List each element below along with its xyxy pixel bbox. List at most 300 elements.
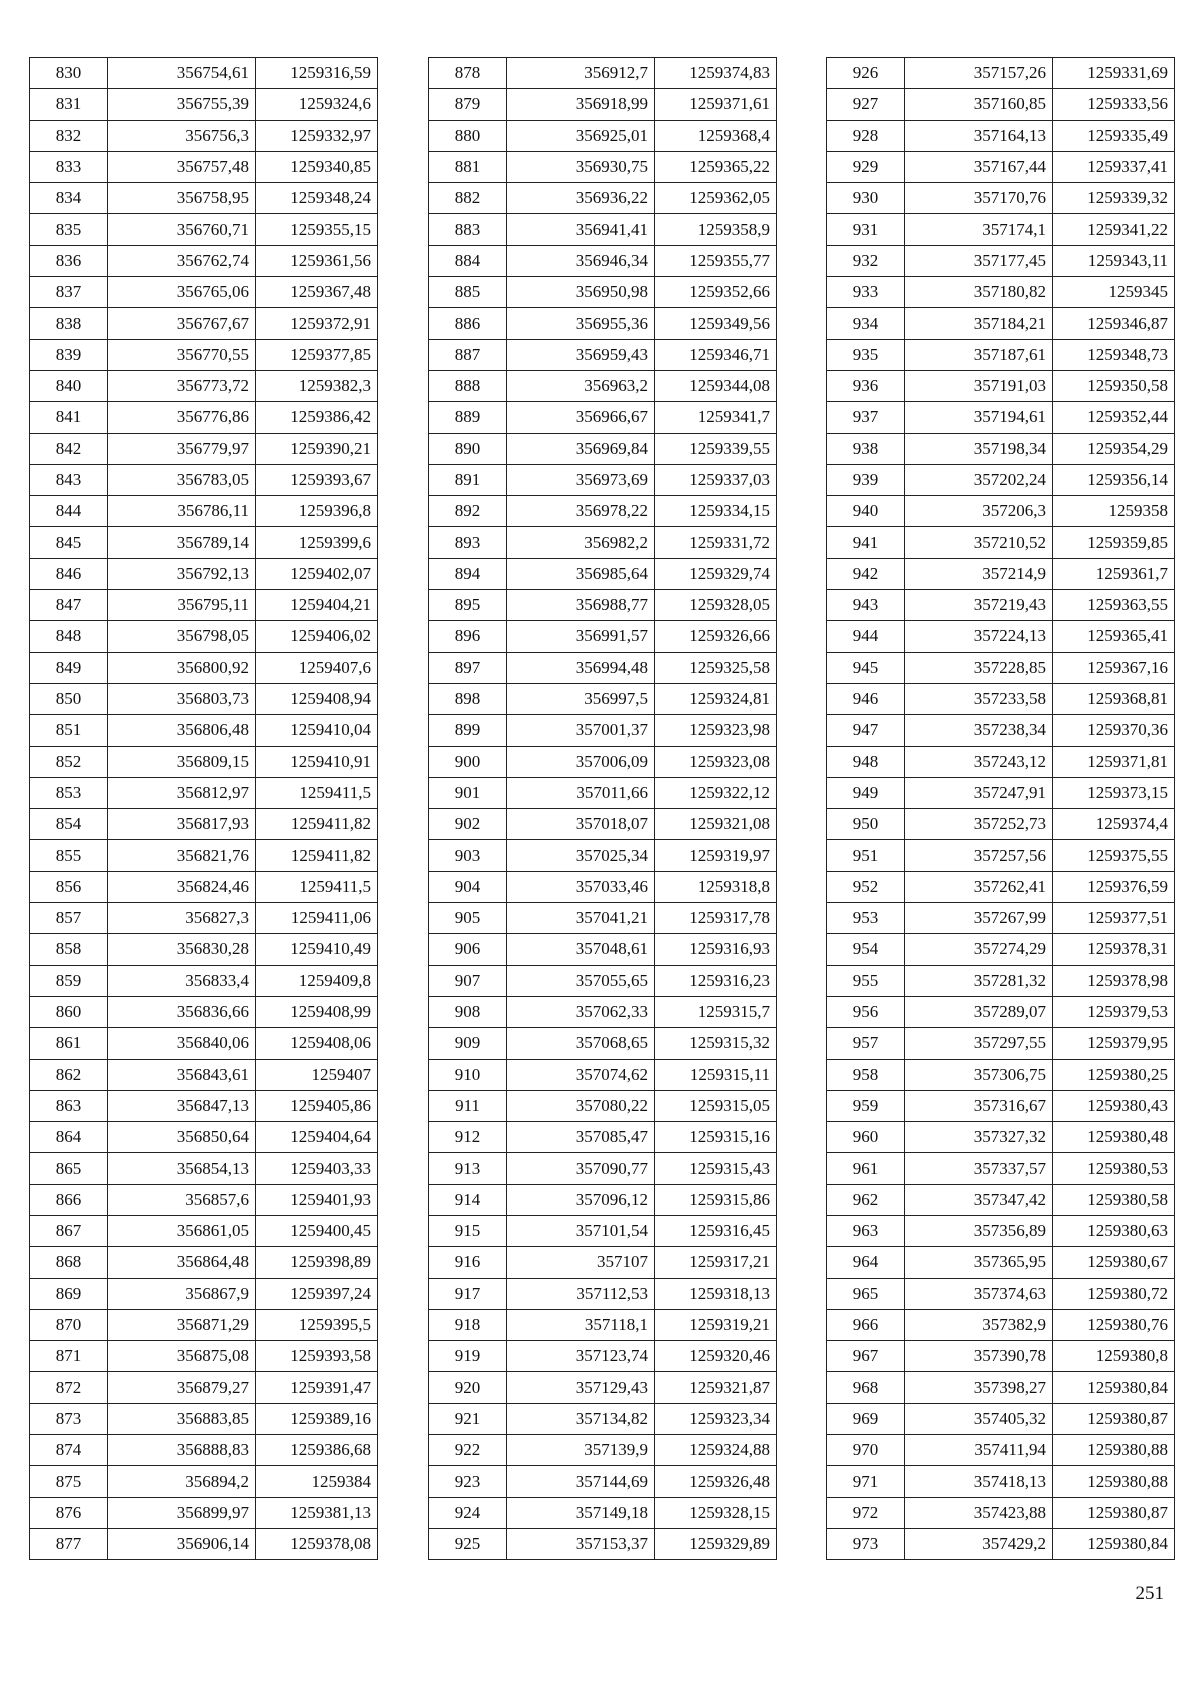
y-coordinate-cell: 1259380,84 (1053, 1372, 1175, 1403)
table-row (827, 1059, 1175, 1090)
table-row (30, 871, 378, 902)
table-row (30, 245, 378, 276)
point-number-cell: 839 (30, 339, 108, 370)
coordinates-table-2 (428, 57, 777, 1560)
table-row (30, 214, 378, 245)
y-coordinate-cell: 1259354,29 (1053, 433, 1175, 464)
x-coordinate-cell: 356888,83 (108, 1435, 256, 1466)
y-coordinate-cell: 1259404,21 (256, 590, 378, 621)
point-number-cell: 968 (827, 1372, 905, 1403)
x-coordinate-cell: 357243,12 (905, 746, 1053, 777)
y-coordinate-cell: 1259404,64 (256, 1122, 378, 1153)
y-coordinate-cell: 1259316,93 (655, 934, 777, 965)
point-number-cell: 908 (429, 996, 507, 1027)
table-row (30, 58, 378, 89)
x-coordinate-cell: 357289,07 (905, 996, 1053, 1027)
table-row (429, 621, 777, 652)
x-coordinate-cell: 357149,18 (507, 1497, 655, 1528)
x-coordinate-cell: 356754,61 (108, 58, 256, 89)
point-number-cell: 848 (30, 621, 108, 652)
point-number-cell: 938 (827, 433, 905, 464)
y-coordinate-cell: 1259380,63 (1053, 1215, 1175, 1246)
y-coordinate-cell: 1259410,91 (256, 746, 378, 777)
table-row (827, 1309, 1175, 1340)
point-number-cell: 902 (429, 809, 507, 840)
x-coordinate-cell: 356779,97 (108, 433, 256, 464)
table-row (429, 1122, 777, 1153)
point-number-cell: 958 (827, 1059, 905, 1090)
x-coordinate-cell: 356985,64 (507, 558, 655, 589)
table-row (827, 777, 1175, 808)
y-coordinate-cell: 1259334,15 (655, 496, 777, 527)
point-number-cell: 874 (30, 1435, 108, 1466)
x-coordinate-cell: 356770,55 (108, 339, 256, 370)
point-number-cell: 846 (30, 558, 108, 589)
y-coordinate-cell: 1259370,36 (1053, 715, 1175, 746)
table-row (429, 1215, 777, 1246)
table-row (429, 464, 777, 495)
table-row (429, 1090, 777, 1121)
point-number-cell: 955 (827, 965, 905, 996)
y-coordinate-cell: 1259337,41 (1053, 151, 1175, 182)
x-coordinate-cell: 356824,46 (108, 871, 256, 902)
x-coordinate-cell: 356757,48 (108, 151, 256, 182)
point-number-cell: 856 (30, 871, 108, 902)
point-number-cell: 851 (30, 715, 108, 746)
y-coordinate-cell: 1259359,85 (1053, 527, 1175, 558)
y-coordinate-cell: 1259361,56 (256, 245, 378, 276)
x-coordinate-cell: 356783,05 (108, 464, 256, 495)
x-coordinate-cell: 356806,48 (108, 715, 256, 746)
x-coordinate-cell: 356946,34 (507, 245, 655, 276)
point-number-cell: 948 (827, 746, 905, 777)
y-coordinate-cell: 1259319,21 (655, 1309, 777, 1340)
point-number-cell: 845 (30, 527, 108, 558)
y-coordinate-cell: 1259380,48 (1053, 1122, 1175, 1153)
x-coordinate-cell: 356830,28 (108, 934, 256, 965)
table-row (429, 496, 777, 527)
point-number-cell: 838 (30, 308, 108, 339)
x-coordinate-cell: 357247,91 (905, 777, 1053, 808)
table-row (827, 1435, 1175, 1466)
x-coordinate-cell: 357096,12 (507, 1184, 655, 1215)
table-row (429, 214, 777, 245)
point-number-cell: 921 (429, 1403, 507, 1434)
point-number-cell: 922 (429, 1435, 507, 1466)
table-row (827, 652, 1175, 683)
table-row (429, 1403, 777, 1434)
point-number-cell: 942 (827, 558, 905, 589)
y-coordinate-cell: 1259332,97 (256, 120, 378, 151)
table-row (827, 903, 1175, 934)
table-row (30, 715, 378, 746)
x-coordinate-cell: 356755,39 (108, 89, 256, 120)
y-coordinate-cell: 1259337,03 (655, 464, 777, 495)
x-coordinate-cell: 356827,3 (108, 903, 256, 934)
table-row (827, 1372, 1175, 1403)
y-coordinate-cell: 1259317,21 (655, 1247, 777, 1278)
x-coordinate-cell: 356789,14 (108, 527, 256, 558)
y-coordinate-cell: 1259323,34 (655, 1403, 777, 1434)
table-row (827, 1153, 1175, 1184)
point-number-cell: 887 (429, 339, 507, 370)
x-coordinate-cell: 357153,37 (507, 1528, 655, 1559)
table-row (30, 590, 378, 621)
y-coordinate-cell: 1259395,5 (256, 1309, 378, 1340)
table-row (429, 934, 777, 965)
y-coordinate-cell: 1259380,84 (1053, 1528, 1175, 1559)
table-row (429, 903, 777, 934)
table-row (30, 1497, 378, 1528)
point-number-cell: 868 (30, 1247, 108, 1278)
table-row (429, 809, 777, 840)
x-coordinate-cell: 356843,61 (108, 1059, 256, 1090)
y-coordinate-cell: 1259318,13 (655, 1278, 777, 1309)
x-coordinate-cell: 357001,37 (507, 715, 655, 746)
table-row (30, 1466, 378, 1497)
y-coordinate-cell: 1259315,16 (655, 1122, 777, 1153)
table-row (30, 151, 378, 182)
x-coordinate-cell: 356950,98 (507, 277, 655, 308)
x-coordinate-cell: 357177,45 (905, 245, 1053, 276)
table-row (30, 652, 378, 683)
table-row (827, 1247, 1175, 1278)
y-coordinate-cell: 1259398,89 (256, 1247, 378, 1278)
point-number-cell: 910 (429, 1059, 507, 1090)
y-coordinate-cell: 1259393,58 (256, 1341, 378, 1372)
table-row (30, 840, 378, 871)
table-row (30, 1435, 378, 1466)
x-coordinate-cell: 357157,26 (905, 58, 1053, 89)
y-coordinate-cell: 1259411,06 (256, 903, 378, 934)
point-number-cell: 895 (429, 590, 507, 621)
point-number-cell: 915 (429, 1215, 507, 1246)
y-coordinate-cell: 1259411,82 (256, 840, 378, 871)
table-row (827, 370, 1175, 401)
x-coordinate-cell: 357129,43 (507, 1372, 655, 1403)
x-coordinate-cell: 356988,77 (507, 590, 655, 621)
y-coordinate-cell: 1259328,15 (655, 1497, 777, 1528)
table-row (429, 1247, 777, 1278)
point-number-cell: 923 (429, 1466, 507, 1497)
y-coordinate-cell: 1259329,74 (655, 558, 777, 589)
y-coordinate-cell: 1259411,5 (256, 777, 378, 808)
table-row (827, 89, 1175, 120)
x-coordinate-cell: 356959,43 (507, 339, 655, 370)
table-row (429, 683, 777, 714)
y-coordinate-cell: 1259380,88 (1053, 1466, 1175, 1497)
table-row (827, 120, 1175, 151)
y-coordinate-cell: 1259371,81 (1053, 746, 1175, 777)
point-number-cell: 835 (30, 214, 108, 245)
table-row (30, 1059, 378, 1090)
y-coordinate-cell: 1259318,8 (655, 871, 777, 902)
table-row (429, 433, 777, 464)
y-coordinate-cell: 1259329,89 (655, 1528, 777, 1559)
y-coordinate-cell: 1259343,11 (1053, 245, 1175, 276)
coordinates-table-1 (29, 57, 378, 1560)
x-coordinate-cell: 357238,34 (905, 715, 1053, 746)
table-row (429, 183, 777, 214)
y-coordinate-cell: 1259316,23 (655, 965, 777, 996)
y-coordinate-cell: 1259407 (256, 1059, 378, 1090)
y-coordinate-cell: 1259321,87 (655, 1372, 777, 1403)
y-coordinate-cell: 1259348,24 (256, 183, 378, 214)
point-number-cell: 933 (827, 277, 905, 308)
point-number-cell: 946 (827, 683, 905, 714)
table-row (30, 339, 378, 370)
y-coordinate-cell: 1259363,55 (1053, 590, 1175, 621)
point-number-cell: 919 (429, 1341, 507, 1372)
point-number-cell: 970 (827, 1435, 905, 1466)
y-coordinate-cell: 1259407,6 (256, 652, 378, 683)
point-number-cell: 859 (30, 965, 108, 996)
x-coordinate-cell: 356847,13 (108, 1090, 256, 1121)
x-coordinate-cell: 356795,11 (108, 590, 256, 621)
x-coordinate-cell: 357085,47 (507, 1122, 655, 1153)
point-number-cell: 834 (30, 183, 108, 214)
point-number-cell: 853 (30, 777, 108, 808)
x-coordinate-cell: 357006,09 (507, 746, 655, 777)
y-coordinate-cell: 1259322,12 (655, 777, 777, 808)
table-row (827, 590, 1175, 621)
x-coordinate-cell: 356906,14 (108, 1528, 256, 1559)
point-number-cell: 879 (429, 89, 507, 120)
x-coordinate-cell: 357187,61 (905, 339, 1053, 370)
y-coordinate-cell: 1259326,66 (655, 621, 777, 652)
point-number-cell: 964 (827, 1247, 905, 1278)
point-number-cell: 840 (30, 370, 108, 401)
y-coordinate-cell: 1259352,66 (655, 277, 777, 308)
table-row (30, 996, 378, 1027)
point-number-cell: 852 (30, 746, 108, 777)
table-row (30, 1247, 378, 1278)
x-coordinate-cell: 357337,57 (905, 1153, 1053, 1184)
y-coordinate-cell: 1259377,85 (256, 339, 378, 370)
point-number-cell: 920 (429, 1372, 507, 1403)
table-row (827, 840, 1175, 871)
point-number-cell: 844 (30, 496, 108, 527)
x-coordinate-cell: 356800,92 (108, 652, 256, 683)
point-number-cell: 858 (30, 934, 108, 965)
point-number-cell: 847 (30, 590, 108, 621)
table-row (827, 996, 1175, 1027)
point-number-cell: 842 (30, 433, 108, 464)
y-coordinate-cell: 1259352,44 (1053, 402, 1175, 433)
x-coordinate-cell: 357262,41 (905, 871, 1053, 902)
point-number-cell: 863 (30, 1090, 108, 1121)
point-number-cell: 935 (827, 339, 905, 370)
y-coordinate-cell: 1259325,58 (655, 652, 777, 683)
table-row (429, 1528, 777, 1559)
point-number-cell: 932 (827, 245, 905, 276)
table-row (429, 339, 777, 370)
x-coordinate-cell: 356760,71 (108, 214, 256, 245)
x-coordinate-cell: 356861,05 (108, 1215, 256, 1246)
x-coordinate-cell: 356969,84 (507, 433, 655, 464)
table-row (429, 277, 777, 308)
x-coordinate-cell: 356871,29 (108, 1309, 256, 1340)
table-row (30, 1403, 378, 1434)
table-row (827, 1278, 1175, 1309)
table-row (429, 746, 777, 777)
table-row (429, 1309, 777, 1340)
y-coordinate-cell: 1259374,4 (1053, 809, 1175, 840)
y-coordinate-cell: 1259365,22 (655, 151, 777, 182)
table-body (827, 58, 1175, 1560)
point-number-cell: 971 (827, 1466, 905, 1497)
point-number-cell: 911 (429, 1090, 507, 1121)
x-coordinate-cell: 357011,66 (507, 777, 655, 808)
point-number-cell: 850 (30, 683, 108, 714)
y-coordinate-cell: 1259315,43 (655, 1153, 777, 1184)
y-coordinate-cell: 1259316,45 (655, 1215, 777, 1246)
x-coordinate-cell: 357206,3 (905, 496, 1053, 527)
table-row (30, 120, 378, 151)
table-row (30, 89, 378, 120)
x-coordinate-cell: 356899,97 (108, 1497, 256, 1528)
point-number-cell: 944 (827, 621, 905, 652)
table-row (30, 496, 378, 527)
y-coordinate-cell: 1259320,46 (655, 1341, 777, 1372)
x-coordinate-cell: 356792,13 (108, 558, 256, 589)
point-number-cell: 939 (827, 464, 905, 495)
table-row (429, 89, 777, 120)
x-coordinate-cell: 357252,73 (905, 809, 1053, 840)
y-coordinate-cell: 1259381,13 (256, 1497, 378, 1528)
table-row (30, 308, 378, 339)
table-row (30, 903, 378, 934)
point-number-cell: 953 (827, 903, 905, 934)
point-number-cell: 881 (429, 151, 507, 182)
point-number-cell: 877 (30, 1528, 108, 1559)
table-row (827, 1215, 1175, 1246)
y-coordinate-cell: 1259335,49 (1053, 120, 1175, 151)
point-number-cell: 973 (827, 1528, 905, 1559)
point-number-cell: 872 (30, 1372, 108, 1403)
x-coordinate-cell: 357134,82 (507, 1403, 655, 1434)
table-row (30, 746, 378, 777)
x-coordinate-cell: 357018,07 (507, 809, 655, 840)
table-row (827, 1184, 1175, 1215)
x-coordinate-cell: 357316,67 (905, 1090, 1053, 1121)
y-coordinate-cell: 1259380,58 (1053, 1184, 1175, 1215)
table-row (827, 1341, 1175, 1372)
x-coordinate-cell: 357214,9 (905, 558, 1053, 589)
point-number-cell: 959 (827, 1090, 905, 1121)
table-row (30, 1090, 378, 1121)
x-coordinate-cell: 357224,13 (905, 621, 1053, 652)
point-number-cell: 937 (827, 402, 905, 433)
y-coordinate-cell: 1259378,08 (256, 1528, 378, 1559)
y-coordinate-cell: 1259372,91 (256, 308, 378, 339)
table-row (827, 1466, 1175, 1497)
table-row (429, 402, 777, 433)
table-row (827, 965, 1175, 996)
x-coordinate-cell: 357167,44 (905, 151, 1053, 182)
y-coordinate-cell: 1259339,55 (655, 433, 777, 464)
y-coordinate-cell: 1259346,71 (655, 339, 777, 370)
table-row (827, 1090, 1175, 1121)
y-coordinate-cell: 1259331,69 (1053, 58, 1175, 89)
table-row (30, 965, 378, 996)
point-number-cell: 960 (827, 1122, 905, 1153)
point-number-cell: 837 (30, 277, 108, 308)
point-number-cell: 896 (429, 621, 507, 652)
point-number-cell: 886 (429, 308, 507, 339)
point-number-cell: 876 (30, 1497, 108, 1528)
x-coordinate-cell: 357356,89 (905, 1215, 1053, 1246)
y-coordinate-cell: 1259379,95 (1053, 1028, 1175, 1059)
y-coordinate-cell: 1259408,99 (256, 996, 378, 1027)
point-number-cell: 867 (30, 1215, 108, 1246)
y-coordinate-cell: 1259362,05 (655, 183, 777, 214)
table-row (827, 558, 1175, 589)
table-row (429, 308, 777, 339)
x-coordinate-cell: 356894,2 (108, 1466, 256, 1497)
point-number-cell: 903 (429, 840, 507, 871)
point-number-cell: 930 (827, 183, 905, 214)
y-coordinate-cell: 1259386,68 (256, 1435, 378, 1466)
y-coordinate-cell: 1259374,83 (655, 58, 777, 89)
x-coordinate-cell: 356767,67 (108, 308, 256, 339)
table-row (827, 245, 1175, 276)
table-row (30, 183, 378, 214)
x-coordinate-cell: 356879,27 (108, 1372, 256, 1403)
point-number-cell: 962 (827, 1184, 905, 1215)
x-coordinate-cell: 357139,9 (507, 1435, 655, 1466)
x-coordinate-cell: 357429,2 (905, 1528, 1053, 1559)
x-coordinate-cell: 356758,95 (108, 183, 256, 214)
table-row (827, 183, 1175, 214)
y-coordinate-cell: 1259350,58 (1053, 370, 1175, 401)
table-row (30, 1341, 378, 1372)
x-coordinate-cell: 356812,97 (108, 777, 256, 808)
point-number-cell: 831 (30, 89, 108, 120)
point-number-cell: 883 (429, 214, 507, 245)
y-coordinate-cell: 1259403,33 (256, 1153, 378, 1184)
point-number-cell: 904 (429, 871, 507, 902)
point-number-cell: 934 (827, 308, 905, 339)
x-coordinate-cell: 357423,88 (905, 1497, 1053, 1528)
y-coordinate-cell: 1259386,42 (256, 402, 378, 433)
page-number: 251 (1135, 1583, 1164, 1604)
y-coordinate-cell: 1259340,85 (256, 151, 378, 182)
table-row (30, 777, 378, 808)
y-coordinate-cell: 1259401,93 (256, 1184, 378, 1215)
y-coordinate-cell: 1259316,59 (256, 58, 378, 89)
y-coordinate-cell: 1259408,06 (256, 1028, 378, 1059)
x-coordinate-cell: 356997,5 (507, 683, 655, 714)
y-coordinate-cell: 1259378,98 (1053, 965, 1175, 996)
x-coordinate-cell: 356765,06 (108, 277, 256, 308)
x-coordinate-cell: 357033,46 (507, 871, 655, 902)
x-coordinate-cell: 357405,32 (905, 1403, 1053, 1434)
point-number-cell: 892 (429, 496, 507, 527)
table-row (30, 1528, 378, 1559)
point-number-cell: 873 (30, 1403, 108, 1434)
point-number-cell: 855 (30, 840, 108, 871)
x-coordinate-cell: 356803,73 (108, 683, 256, 714)
x-coordinate-cell: 356912,7 (507, 58, 655, 89)
point-number-cell: 893 (429, 527, 507, 558)
table-row (827, 464, 1175, 495)
y-coordinate-cell: 1259409,8 (256, 965, 378, 996)
table-row (30, 464, 378, 495)
x-coordinate-cell: 356994,48 (507, 652, 655, 683)
x-coordinate-cell: 357365,95 (905, 1247, 1053, 1278)
table-row (827, 621, 1175, 652)
